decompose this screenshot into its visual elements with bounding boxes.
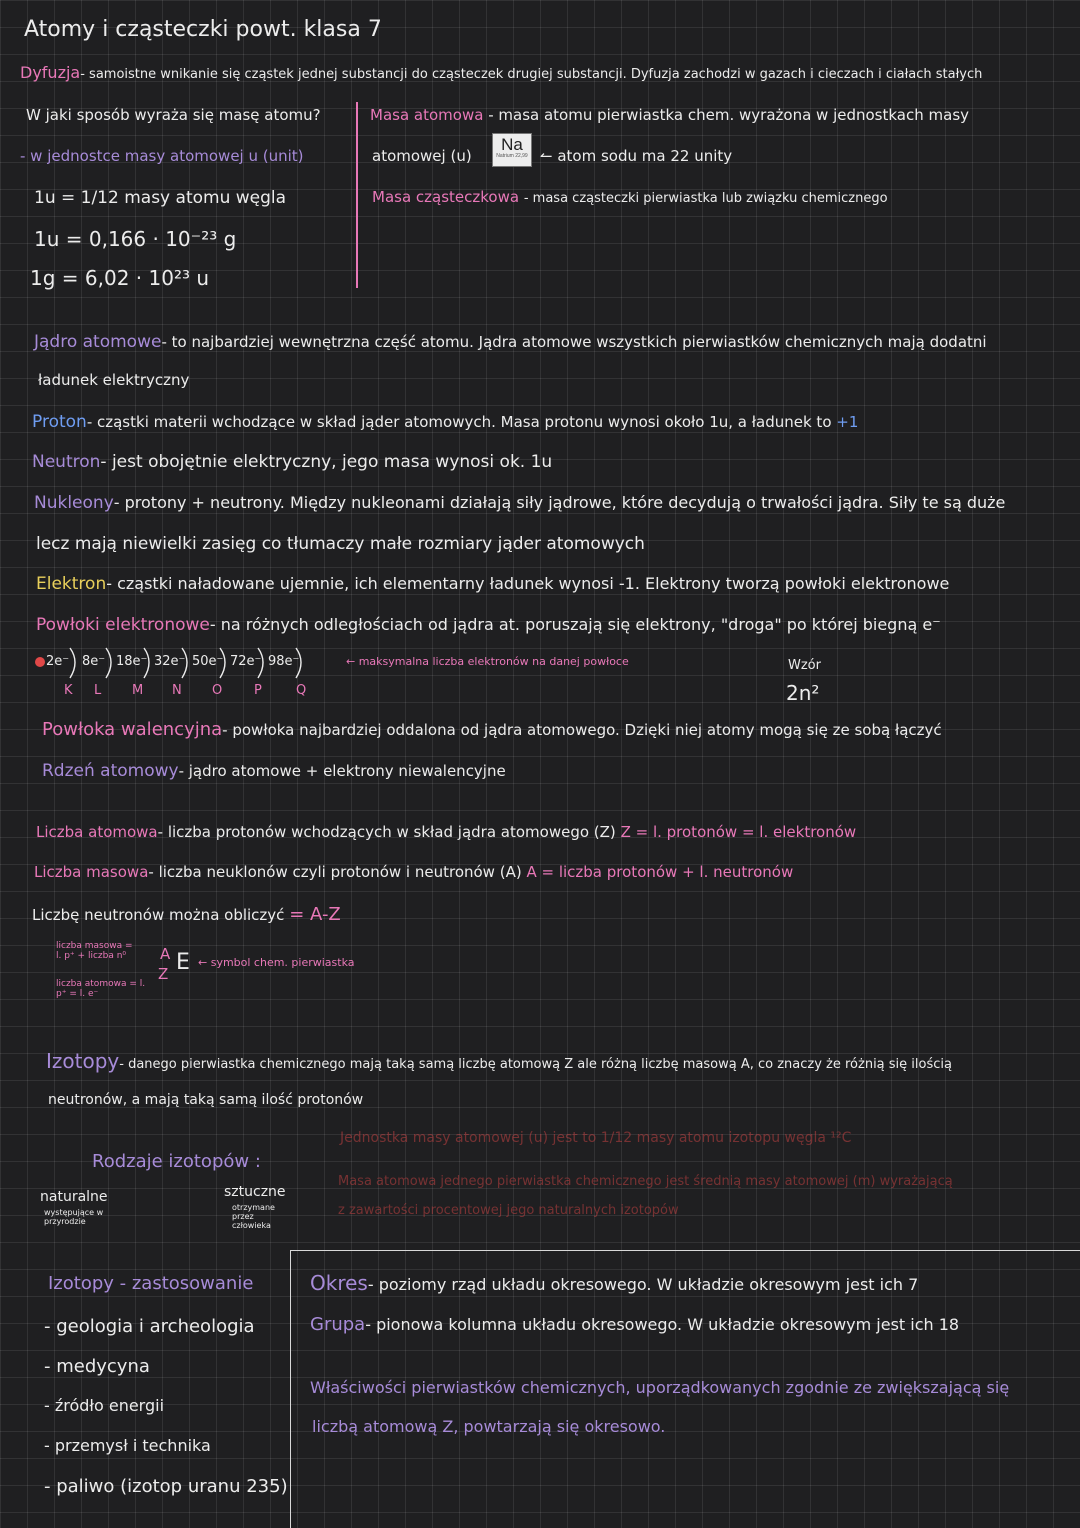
mass-line-2: 1u = 0,166 · 10⁻²³ g [34, 227, 237, 251]
sodium-element-tile: Na Natrium 22,99 [492, 133, 532, 167]
sodium-note: ↼ atom sodu ma 22 unity [540, 147, 733, 165]
faded-note-3: z zawartości procentowej jego naturalnych izotopów [338, 1203, 679, 1218]
shell-letter-n: N [172, 683, 182, 698]
shell-letter-q: Q [296, 683, 307, 698]
notation-a: A [160, 945, 171, 963]
zastosowanie-item-5: - paliwo (izotop uranu 235) [44, 1476, 288, 1497]
izotopy-naturalne-desc: występujące w przyrodzie [44, 1208, 104, 1226]
proton-line: Proton- cząstki materii wchodzące w skład jąder atomowych. Masa protonu wynosi około 1u, a ładunek to +1 [32, 412, 859, 432]
dyfuzja-line [20, 64, 982, 82]
shell-letter-m: M [132, 683, 144, 698]
dyfuzja-term: Dyfuzja [20, 63, 81, 82]
shell-count-m: 18e⁻ [116, 654, 148, 669]
mass-answer: - w jednostce masy atomowej u (unit) [20, 147, 304, 165]
shell-letter-l: L [94, 683, 102, 698]
masa-atomowa-unit: atomowej (u) [372, 147, 472, 165]
notation-symbol-note: ← symbol chem. pierwiastka [198, 956, 355, 969]
liczba-masowa-line: Liczba masowa- liczba neuklonów czyli protonów i neutronów (A) A = liczba protonów + l. neutronów [34, 863, 794, 881]
zastosowanie-item-4: - przemysł i technika [44, 1436, 211, 1455]
shell-count-n: 32e⁻ [154, 654, 186, 669]
liczba-atomowa-line: Liczba atomowa- liczba protonów wchodzących w skład jądra atomowego (Z) Z = l. protonów = l. elektronów [36, 823, 857, 841]
elektron-line: Elektron- cząstki naładowane ujemnie, ich elementarny ładunek wynosi -1. Elektrony tworzą powłoki elektronowe [36, 574, 950, 594]
izotopy-line-1: Izotopy- danego pierwiastka chemicznego mają taką samą liczbę atomową Z ale różną liczbę masową A, co znaczy że różnią się ilością [46, 1049, 952, 1073]
shell-count-l: 8e⁻ [82, 654, 106, 669]
notation-atomic-label: liczba atomowa = l. p⁺ = l. e⁻ [56, 979, 146, 999]
shell-count-k: 2e⁻ [46, 654, 70, 669]
nucleus-dot [35, 657, 45, 667]
zastosowanie-item-3: - źródło energii [44, 1396, 165, 1415]
column-divider [356, 102, 358, 288]
notation-z: Z [158, 965, 169, 983]
formula-label: Wzór [788, 658, 821, 673]
shell-count-p: 72e⁻ [230, 654, 262, 669]
shell-letter-p: P [254, 683, 262, 698]
zastosowanie-item-2: - medycyna [44, 1356, 150, 1377]
mass-question: W jaki sposób wyraża się masę atomu? [26, 106, 321, 124]
izotopy-sztuczne-desc: otrzymane przez człowieka [232, 1203, 275, 1230]
okres-line: Okres- poziomy rząd układu okresowego. W układzie okresowym jest ich 7 [310, 1271, 919, 1295]
mass-line-3: 1g = 6,02 · 10²³ u [30, 266, 210, 290]
rodzaje-title: Rodzaje izotopów : [92, 1151, 261, 1172]
walencyjna-line: Powłoka walencyjna- powłoka najbardziej oddalona od jądra atomowego. Dzięki niej atomy mogą się ze sobą łączyć [42, 719, 942, 740]
izotopy-line-2: neutronów, a mają taką samą ilość protonów [48, 1092, 364, 1108]
masa-czasteczkowa-line: Masa cząsteczkowa - masa cząsteczki pierwiastka lub związku chemicznego [372, 188, 888, 206]
arrow-left-icon: ↼ [540, 147, 553, 165]
formula: 2n² [786, 681, 820, 705]
neutron-line: Neutron- jest obojętnie elektryczny, jego masa wynosi ok. 1u [32, 452, 553, 472]
powloki-line: Powłoki elektronowe- na różnych odległościach od jądra at. poruszają się elektrony, "droga" po której biegną e⁻ [36, 615, 941, 635]
max-electrons-note: ← maksymalna liczba elektronów na danej powłoce [346, 655, 629, 668]
dyfuzja-text: - samoistne wnikanie się cząstek jednej substancji do cząsteczek drugiej substancji. Dyfuzja zachodzi w gazach i cieczach i ciałach stałych [80, 67, 983, 82]
shell-letter-k: K [64, 683, 73, 698]
jadro-line-2: ładunek elektryczny [38, 371, 190, 389]
shell-letter-o: O [212, 683, 223, 698]
zastosowanie-item-1: - geologia i archeologia [44, 1316, 255, 1337]
jadro-line-1: Jądro atomowe- to najbardziej wewnętrzna część atomu. Jądra atomowe wszystkich pierwiastków chemicznych mają dodatni [34, 332, 987, 352]
page-title: Atomy i cząsteczki powt. klasa 7 [24, 17, 382, 42]
shell-count-o: 50e⁻ [192, 654, 224, 669]
rdzen-line: Rdzeń atomowy- jądro atomowe + elektrony niewalencyjne [42, 761, 506, 781]
notation-mass-label: liczba masowa = l. p⁺ + liczba n⁰ [56, 941, 133, 961]
liczba-neutronow-line: Liczbę neutronów można obliczyć = A-Z [32, 904, 341, 925]
mass-line-1: 1u = 1/12 masy atomu węgla [34, 188, 287, 208]
faded-note-2: Masa atomowa jednego pierwiastka chemicznego jest średnią masy atomowej (m) wyrażającą [338, 1174, 953, 1189]
izotopy-sztuczne: sztuczne [224, 1184, 286, 1200]
notation-e: E [176, 950, 190, 975]
faded-note-1: Jednostka masy atomowej (u) jest to 1/12 masy atomu izotopu węgla ¹²C [340, 1130, 852, 1146]
grupa-line: Grupa- pionowa kolumna układu okresowego. W układzie okresowym jest ich 18 [310, 1314, 960, 1335]
wlasciwosci-line-2: liczbą atomową Z, powtarzają się okresowo. [312, 1417, 666, 1436]
zastosowanie-title: Izotopy - zastosowanie [48, 1273, 254, 1294]
nukleony-line-1: Nukleony- protony + neutrony. Między nukleonami działają siły jądrowe, które decydują o trwałości jądra. Siły te są duże [34, 493, 1006, 513]
nukleony-line-2: lecz mają niewielki zasięg co tłumaczy małe rozmiary jąder atomowych [36, 534, 645, 554]
izotopy-naturalne: naturalne [40, 1189, 108, 1205]
masa-atomowa-line: Masa atomowa - masa atomu pierwiastka chem. wyrażona w jednostkach masy [370, 106, 970, 124]
shell-count-q: 98e⁻ [268, 654, 300, 669]
wlasciwosci-line-1: Właściwości pierwiastków chemicznych, uporządkowanych zgodnie ze zwiększającą się [310, 1378, 1010, 1397]
